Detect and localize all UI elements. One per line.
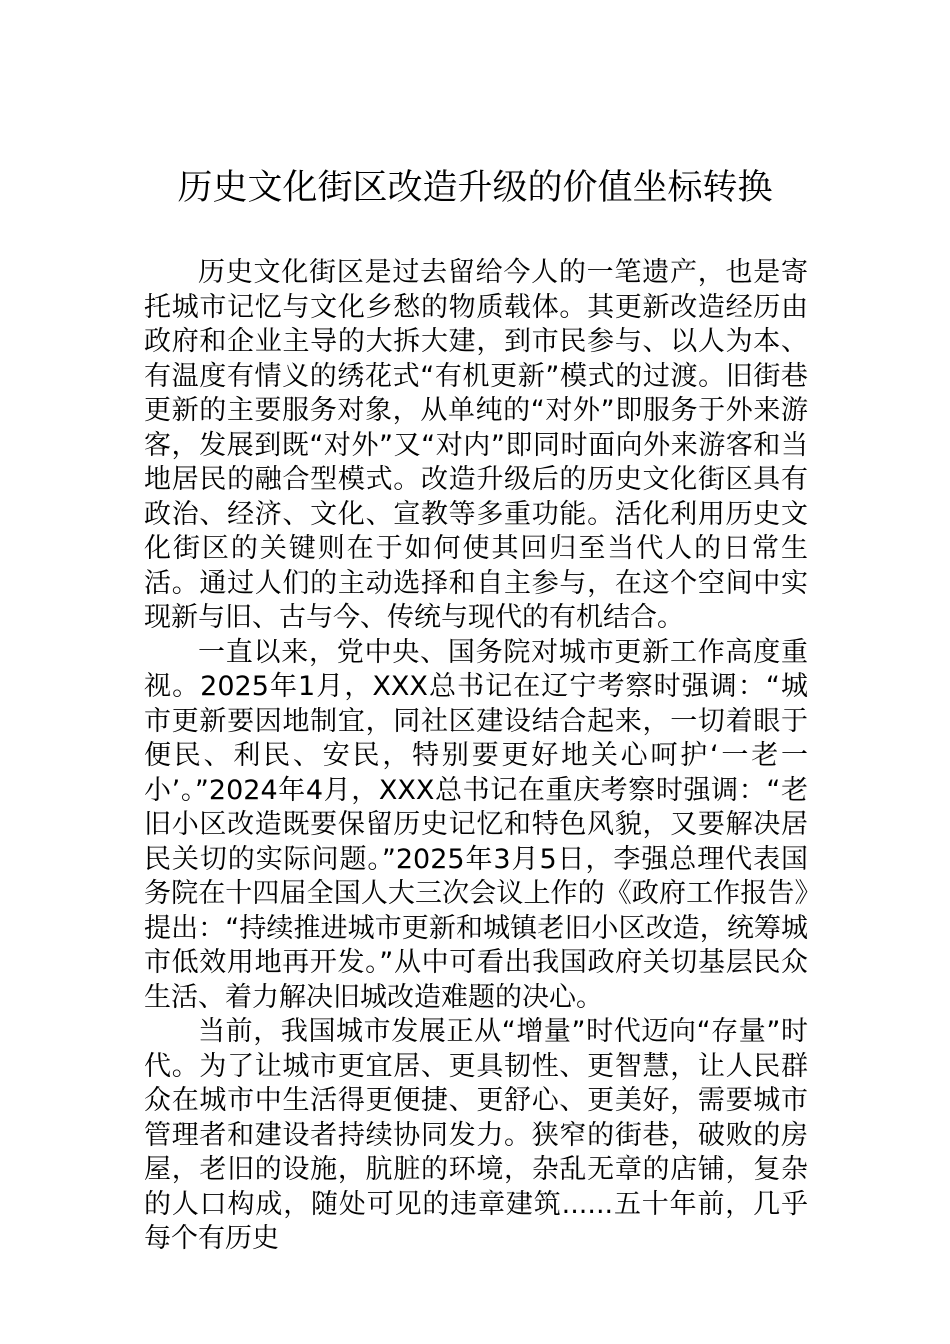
document-title: 历史文化街区改造升级的价值坐标转换 <box>177 168 773 208</box>
paragraph: 历史文化街区是过去留给今人的一笔遗产，也是寄托城市记忆与文化乡愁的物质载体。其更新改造经历由政府和企业主导的大拆大建，到市民参与、以人为本、有温度有情义的绣花式“有机更新”模式的过渡。旧街巷更新的主要服务对象，从单纯的“对外”即服务于外来游客，发展到既“对外”又“对内”即同时面向外来游客和当地居民的融合型模式。改造升级后的历史文化街区具有政治、经济、文化、宣教等多重功能。活化利用历史文化街区的关键则在于如何使其回归至当代人的日常生活。通过人们的主动选择和自主参与，在这个空间中实现新与旧、古与今、传统与现代的有机结合。 <box>144 257 808 633</box>
paragraph: 当前，我国城市发展正从“增量”时代迈向“存量”时代。为了让城市更宜居、更具韧性、更智慧，让人民群众在城市中生活得更便捷、更舒心、更美好，需要城市管理者和建设者持续协同发力。狭窄的街巷，破败的房屋，老旧的设施，肮脏的环境，杂乱无章的店铺，复杂的人口构成，随处可见的违章建筑......五十年前，几乎每个有历史 <box>144 1016 808 1254</box>
paragraph: 一直以来，党中央、国务院对城市更新工作高度重视。2025年1月，XXX总书记在辽宁考察时强调：“城市更新要因地制宜，同社区建设结合起来，一切着眼于便民、利民、安民，特别要更好地关心呵护‘一老一小’。”2024年4月，XXX总书记在重庆考察时强调：“老旧小区改造既要保留历史记忆和特色风貌，又要解决居民关切的实际问题。”2025年3月5日，李强总理代表国务院在十四届全国人大三次会议上作的《政府工作报告》提出：“持续推进城市更新和城镇老旧小区改造，统筹城市低效用地再开发。”从中可看出我国政府关切基层民众生活、着力解决旧城改造难题的决心。 <box>144 636 808 1013</box>
document-body <box>144 256 808 1257</box>
